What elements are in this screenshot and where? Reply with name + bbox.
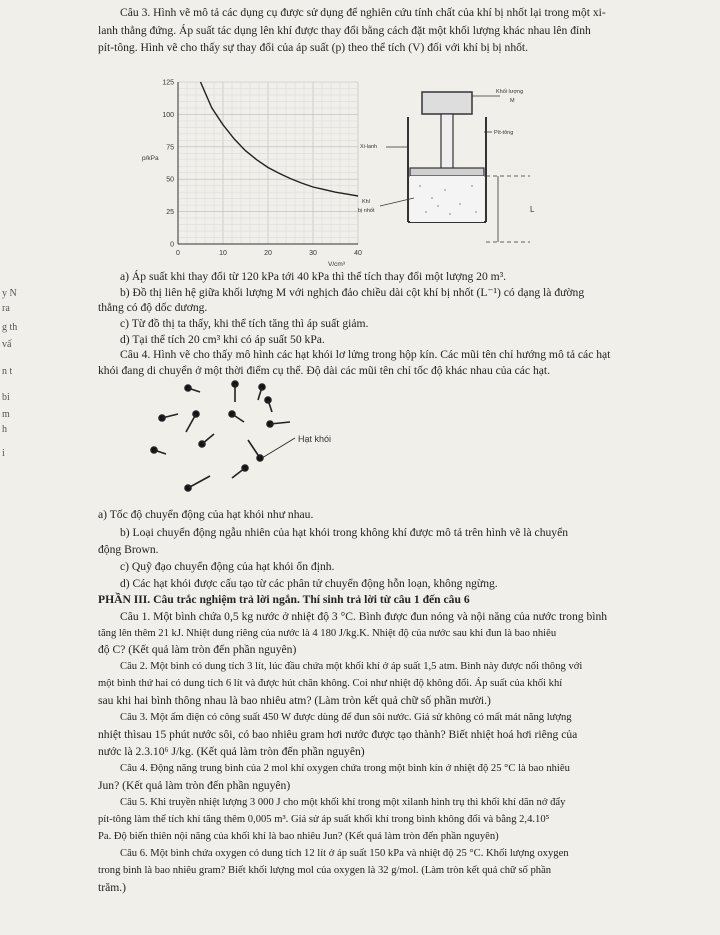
q3-intro-line-1: Câu 3. Hình vẽ mô tả các dụng cụ được sử dụng để nghiên cứu tính chất của khí bị nhốt lại trong một xi- bbox=[120, 6, 606, 19]
p3-q3-line-3: nước là 2.3.10⁶ J/kg. (Kết quả làm tròn đến phần nguyên) bbox=[98, 745, 365, 758]
y-tick-label: 100 bbox=[162, 111, 174, 119]
x-tick-label: 20 bbox=[264, 250, 272, 257]
p3-q5-line-1: Câu 5. Khi truyền nhiệt lượng 3 000 J cho một khối khí trong một xilanh hình trụ thì khối khí dãn nở đẩy bbox=[120, 797, 566, 808]
edge-fragment: h bbox=[2, 424, 7, 435]
smoke-particle bbox=[248, 440, 263, 461]
q3-option-b-line-1: b) Đồ thị liên hệ giữa khối lượng M với nghịch đảo chiều dài cột khí bị nhốt (L⁻¹) có dạng là đường bbox=[120, 286, 585, 299]
length-label: L bbox=[530, 205, 535, 214]
p3-q2-line-1: Câu 2. Một bình có dung tích 3 lít, lúc đầu chứa một khối khí ở áp suất 1,5 atm. Bình này được nối thông với bbox=[120, 661, 583, 672]
p3-q2-line-2: một bình thứ hai có dung tích 6 lít và được hút chân không. Coi như nhiệt độ không đổi. Áp suất của khối khí bbox=[98, 678, 563, 689]
gas-label: Khí bbox=[362, 199, 371, 205]
edge-fragment: ra bbox=[2, 303, 10, 314]
p3-q2-line-3: sau khi hai bình thông nhau là bao nhiêu atm? (Làm tròn kết quả chữ số phần mười.) bbox=[98, 694, 491, 707]
smoke-particle bbox=[186, 411, 199, 432]
p3-q3-line-2: nhiệt thìsau 15 phút nước sôi, có bao nhiêu gram hơi nước được tạo thành? Biết nhiệt hoá hơi riêng của bbox=[98, 728, 578, 741]
y-tick-label: 75 bbox=[166, 144, 174, 152]
mass-symbol: M bbox=[510, 98, 515, 104]
y-axis-label: p/kPa bbox=[142, 155, 159, 162]
smoke-particle bbox=[151, 447, 166, 454]
p3-q4-line-1: Câu 4. Động năng trung bình của 2 mol khí oxygen chứa trong một bình kín ở nhiệt độ 25 °C là bao nhiêu bbox=[120, 763, 570, 774]
x-axis-label: V/cm³ bbox=[328, 261, 345, 268]
p3-q6-line-1: Câu 6. Một bình chứa oxygen có dung tích 12 lít ở áp suất 150 kPa và nhiệt độ 25 °C. Khối lượng oxygen bbox=[120, 848, 569, 859]
y-tick-label: 125 bbox=[162, 79, 174, 87]
p3-q3-line-1: Câu 3. Một ấm điện có công suất 450 W được dùng để đun sôi nước. Giả sử không có mất mát năng lượng bbox=[120, 712, 572, 723]
smoke-particle bbox=[229, 411, 244, 422]
gas-label-2: bị nhốt bbox=[358, 208, 375, 214]
x-tick-label: 40 bbox=[354, 250, 362, 257]
pressure-volume-chart bbox=[140, 72, 370, 272]
mass-block bbox=[422, 92, 472, 114]
edge-fragment: bi bbox=[2, 392, 10, 403]
q4-intro-line-2: khói đang di chuyển ở một thời điểm cụ thể. Độ dài các mũi tên chỉ tốc độ khác nhau của các hạt. bbox=[98, 364, 551, 377]
smoke-particle bbox=[185, 476, 210, 491]
trapped-gas bbox=[410, 176, 484, 222]
smoke-particle bbox=[232, 381, 238, 402]
smoke-particle bbox=[232, 465, 248, 478]
y-tick-label: 50 bbox=[166, 176, 174, 184]
q3-option-b-line-2: thẳng có độ dốc dương. bbox=[98, 301, 208, 314]
q4-option-a: a) Tốc độ chuyển động của hạt khói như nhau. bbox=[98, 508, 314, 521]
part3-heading: PHẦN III. Câu trắc nghiệm trả lời ngắn. Thí sinh trả lời từ câu 1 đến câu 6 bbox=[98, 593, 470, 606]
q3-intro-line-3: pít-tông. Hình vẽ cho thấy sự thay đổi của áp suất (p) theo thể tích (V) đối với khí bị bị nhốt. bbox=[98, 41, 529, 54]
piston-label: Pít-tông bbox=[494, 130, 514, 136]
p3-q5-line-3: Pa. Độ biến thiên nội năng của khối khí là bao nhiêu Jun? (Kết quả làm tròn đến phần nguyên) bbox=[98, 831, 499, 842]
y-tick-label: 25 bbox=[166, 209, 174, 217]
smoke-particle bbox=[265, 397, 272, 412]
smoke-particle bbox=[258, 384, 265, 400]
p3-q5-line-2: pít-tông làm thể tích khí tăng thêm 0,005 m³. Giả sử áp suất khối khí trong bình không đổi và bằng 2,4.10⁵ bbox=[98, 814, 550, 825]
smoke-particle bbox=[199, 434, 214, 447]
p3-q1-line-1: Câu 1. Một bình chứa 0,5 kg nước ở nhiệt độ 3 °C. Bình được đun nóng và nội năng của nước trong bình bbox=[120, 610, 608, 623]
edge-fragment: i bbox=[2, 448, 5, 459]
q3-option-c: c) Từ đồ thị ta thấy, khi thể tích tăng thì áp suất giảm. bbox=[120, 317, 369, 330]
p3-q1-line-2: tăng lên thêm 21 kJ. Nhiệt dung riêng của nước là 4 180 J/kg.K. Nhiệt độ của nước sau khi đun là bao nhiêu bbox=[98, 628, 557, 639]
edge-fragment: g th bbox=[2, 322, 18, 333]
cylinder-label: Xi-lanh bbox=[360, 144, 378, 150]
p3-q6-line-3: trăm.) bbox=[98, 881, 127, 894]
p3-q6-line-2: trong bình là bao nhiêu gram? Biết khối lượng mol của oxygen là 32 g/mol. (Làm tròn kết quả chữ số phần bbox=[98, 865, 552, 876]
y-tick-label: 0 bbox=[170, 241, 174, 249]
smoke-particle bbox=[159, 414, 178, 421]
edge-fragment: y N bbox=[2, 288, 17, 299]
piston-head bbox=[410, 168, 484, 176]
edge-fragment: n t bbox=[2, 366, 13, 377]
q4-option-b-line-2: động Brown. bbox=[98, 543, 159, 556]
q4-option-d: d) Các hạt khói được cấu tạo từ các phân tử chuyển động hỗn loạn, không ngừng. bbox=[120, 577, 498, 590]
p3-q4-line-2: Jun? (Kết quả làm tròn đến phần nguyên) bbox=[98, 779, 291, 792]
q4-option-c: c) Quỹ đạo chuyển động của hạt khói ổn định. bbox=[120, 560, 335, 573]
p3-q1-line-3: độ C? (Kết quả làm tròn đến phần nguyên) bbox=[98, 643, 297, 656]
q4-intro-line-1: Câu 4. Hình vẽ cho thấy mô hình các hạt khói lơ lửng trong hộp kín. Các mũi tên chỉ hướng mô tả các hạt bbox=[120, 348, 611, 361]
x-tick-label: 0 bbox=[176, 250, 180, 257]
q3-option-d: d) Tại thể tích 20 cm³ khi có áp suất 50 kPa. bbox=[120, 333, 325, 346]
smoke-particle bbox=[185, 385, 200, 392]
edge-fragment: vấ bbox=[2, 339, 12, 350]
x-tick-label: 10 bbox=[219, 250, 227, 257]
piston-rod bbox=[441, 114, 453, 170]
x-tick-label: 30 bbox=[309, 250, 317, 257]
q3-option-a: a) Áp suất khi thay đổi từ 120 kPa tới 40 kPa thì thể tích thay đổi một lượng 20 m³. bbox=[120, 270, 507, 283]
q3-intro-line-2: lanh thẳng đứng. Áp suất tác dụng lên khí được thay đổi bằng cách đặt một khối lượng khác nhau lên đỉnh bbox=[98, 24, 591, 37]
particle-label-leader bbox=[262, 438, 295, 458]
smoke-particle bbox=[267, 421, 290, 427]
smoke-particles-diagram bbox=[140, 378, 400, 503]
cylinder-apparatus-diagram bbox=[350, 82, 560, 252]
particle-label: Hạt khói bbox=[298, 434, 332, 444]
edge-fragment: m bbox=[2, 409, 10, 420]
q4-option-b-line-1: b) Loại chuyển động ngẫu nhiên của hạt khói trong không khí được mô tả trên hình vẽ là chuyển bbox=[120, 526, 569, 539]
mass-label: Khối lượng bbox=[496, 89, 524, 95]
